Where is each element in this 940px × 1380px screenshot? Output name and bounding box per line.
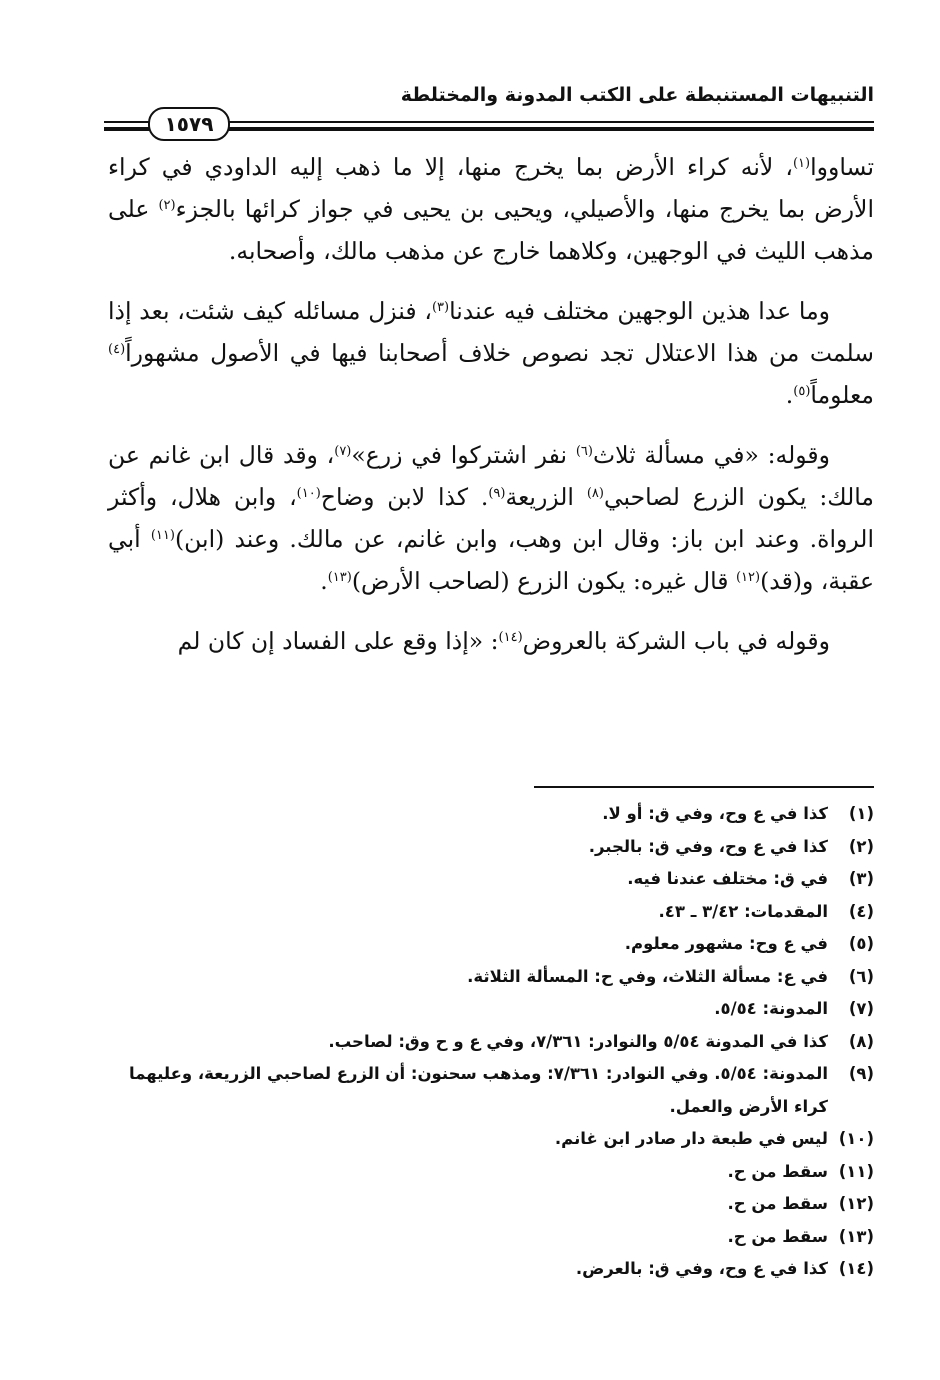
paragraph-2	[108, 290, 874, 416]
footnote-number: (٨)	[848, 1031, 874, 1051]
footnote-separator	[534, 786, 874, 788]
footnote	[108, 831, 874, 864]
footnote-ref: (١٠)	[296, 486, 321, 501]
footnote	[108, 1058, 874, 1123]
page-number: ١٥٧٩	[148, 107, 230, 141]
footnote-ref: (١١)	[150, 528, 175, 543]
footnote-ref: (١٢)	[735, 570, 761, 585]
footnotes	[108, 798, 874, 1286]
text-run: وقوله في باب الشركة بالعروض	[522, 627, 830, 655]
footnote	[108, 928, 874, 961]
footnote	[108, 993, 874, 1026]
footnote-number: (٧)	[848, 999, 874, 1018]
footnote-number: (٦)	[848, 966, 874, 986]
text-run: ، فنزل مسائله كيف شئت، بعد إذا سلمت من هذا الاعتلال تجد نصوص خلاف أصحابنا فيها في الأصول مشهوراً	[108, 297, 874, 367]
footnote-number: (٣)	[848, 869, 874, 888]
footnote-text: المدونة: ٥/٥٤.	[714, 999, 828, 1018]
text-run: نفر اشتركوا في زرع»	[351, 441, 576, 469]
footnote-ref: (٥)	[793, 384, 811, 399]
paragraph-3	[108, 434, 874, 602]
footnote-number: (٢)	[848, 836, 874, 856]
paragraph-1	[108, 146, 874, 272]
footnote	[108, 961, 874, 994]
footnote	[108, 863, 874, 896]
footnote	[108, 1221, 874, 1254]
footnote-text: المقدمات: ٣/٤٢ ـ ٤٣.	[658, 901, 828, 921]
footnote-number: (١٤)	[838, 1259, 874, 1278]
text-run: .	[785, 381, 794, 409]
main-text	[108, 146, 874, 680]
footnote	[108, 1026, 874, 1059]
footnote-ref: (٤)	[108, 342, 126, 357]
text-run: وقوله: «في مسألة ثلاث	[592, 441, 830, 469]
footnote-text: سقط من ح.	[727, 1226, 828, 1246]
footnote-text: كذا في المدونة ٥/٥٤ والنوادر: ٧/٣٦١، وفي ع و ح وق: لصاحب.	[328, 1031, 828, 1051]
text-run: قال غيره: يكون الزرع (لصاحب الأرض)	[351, 567, 736, 595]
footnote-text: كذا في ع وح، وفي ق: أو لا.	[602, 804, 828, 823]
footnote-number: (١٠)	[838, 1129, 874, 1148]
footnote-number: (١٣)	[838, 1226, 874, 1246]
footnote	[108, 1123, 874, 1156]
footnote-text: سقط من ح.	[727, 1161, 828, 1181]
text-run: أبي عقبة، و(قد)	[108, 525, 874, 595]
running-title: التنبيهات المستنبطة على الكتب المدونة والمختلطة	[400, 84, 874, 106]
footnote-text: كذا في ع وح، وفي ق: بالعرض.	[575, 1259, 828, 1278]
text-run: : «إذا وقع على الفساد إن كان لم	[177, 627, 499, 655]
footnote-number: (١)	[848, 804, 874, 823]
footnote	[108, 798, 874, 831]
footnote-ref: (١)	[792, 156, 811, 171]
footnote-text: في ع وح: مشهور معلوم.	[624, 934, 828, 953]
footnote	[108, 1188, 874, 1221]
footnote-ref: (١٣)	[327, 570, 352, 585]
footnote-text: ليس في طبعة دار صادر ابن غانم.	[554, 1129, 828, 1148]
footnote-number: (١١)	[838, 1161, 874, 1181]
text-run: الزريعة	[505, 483, 587, 511]
footnote-number: (٤)	[848, 901, 874, 921]
footnote-ref: (١٤)	[498, 630, 523, 645]
footnote-text: كذا في ع وح، وفي ق: بالجبر.	[588, 836, 828, 856]
text-run: ، وابن هلال، وأكثر الرواة. وعند ابن باز: وقال ابن وهب، وابن غانم، عن مالك. وعند (ابن)	[108, 483, 874, 553]
footnote-text: سقط من ح.	[727, 1194, 828, 1213]
text-run: .	[320, 567, 328, 595]
text-run: . كذا لابن وضاح	[320, 483, 489, 511]
text-run: على مذهب الليث في الوجهين، وكلاهما خارج عن مذهب مالك، وأصحابه.	[108, 195, 874, 265]
footnote-number: (١٢)	[838, 1194, 874, 1213]
text-run: تساووا	[810, 153, 874, 181]
footnote	[108, 1156, 874, 1189]
footnote-ref: (٧)	[334, 444, 352, 459]
paragraph-4	[108, 620, 874, 662]
footnote-ref: (٦)	[575, 444, 593, 459]
text-run: وما عدا هذين الوجهين مختلف فيه عندنا	[449, 297, 831, 325]
footnote-number: (٥)	[848, 934, 874, 953]
footnote-ref: (٢)	[158, 198, 176, 213]
footnote-ref: (٣)	[431, 300, 450, 315]
footnote-text: المدونة: ٥/٥٤. وفي النوادر: ٧/٣٦١: ومذهب سحنون: أن الزرع لصاحبي الزريعة، وعليهما كراء الأرض والعمل.	[129, 1064, 828, 1116]
text-run: ، لأنه كراء الأرض بما يخرج منها، إلا ما ذهب إليه الداودي في كراء الأرض بما يخرج منها، والأصيلي، ويحيى بن يحيى في جواز كرائها بالجزء	[108, 153, 874, 223]
footnote-number: (٩)	[848, 1064, 874, 1083]
footnote-ref: (٨)	[586, 486, 604, 501]
footnote-ref: (٩)	[488, 486, 506, 501]
footnote	[108, 896, 874, 929]
footnote	[108, 1253, 874, 1286]
footnote-text: في ق: مختلف عندنا فيه.	[627, 869, 828, 888]
text-run: معلوماً	[810, 381, 874, 409]
text-run: ، وقد قال ابن غانم عن مالك: يكون الزرع لصاحبي	[108, 441, 875, 511]
footnote-text: في ع: مسألة الثلاث، وفي ح: المسألة الثلاثة.	[467, 966, 828, 986]
